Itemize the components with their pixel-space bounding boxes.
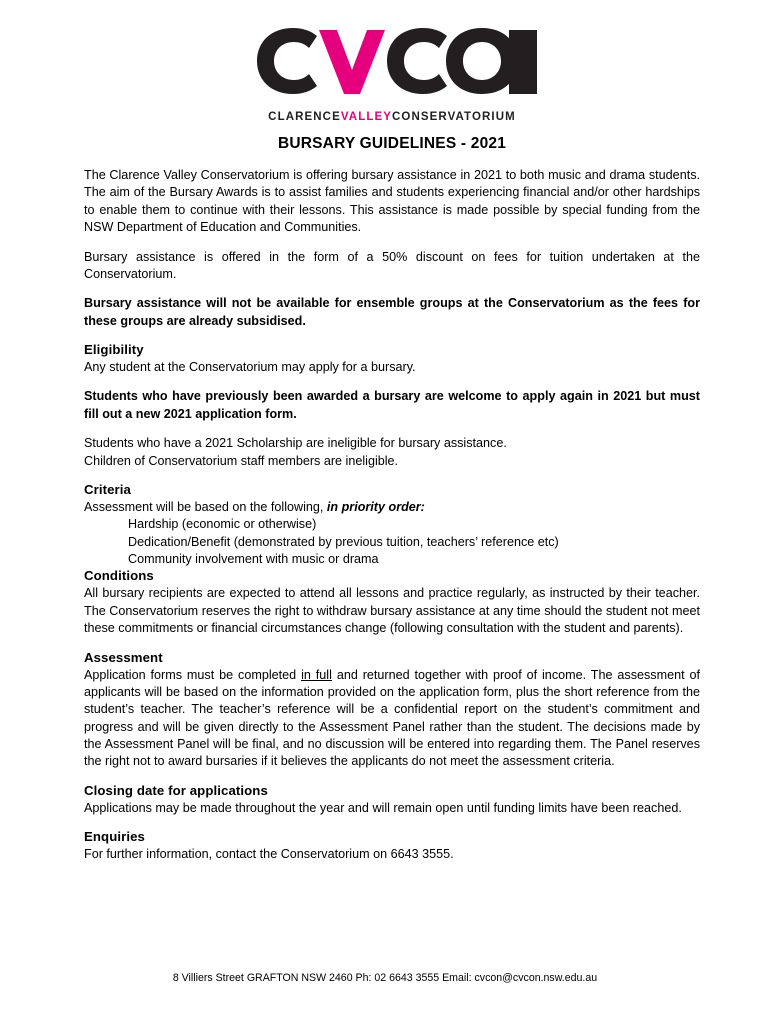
enquiries-body: For further information, contact the Conservatorium on 6643 3555. <box>84 847 454 862</box>
eligibility-line-1: Any student at the Conservatorium may apply for a bursary. <box>84 360 416 374</box>
organisation-logo <box>84 22 700 123</box>
closing-body: Applications may be made throughout the year and will remain open until funding limits have been reached. <box>84 800 682 815</box>
page-footer: 8 Villiers Street GRAFTON NSW 2460 Ph: 02 6643 3555 Email: cvcon@cvcon.nsw.edu.au <box>172 972 598 984</box>
criteria-list <box>128 516 700 568</box>
intro-paragraph-3: Bursary assistance will not be available for ensemble groups at the Conservatorium as the fees for these groups are already subsidised. <box>84 296 700 328</box>
cvcon-logo-icon <box>247 22 537 100</box>
heading-eligibility: Eligibility <box>84 342 144 357</box>
assessment-body-part1: Application forms must be completed <box>84 667 297 682</box>
page-title: BURSARY GUIDELINES - 2021 <box>277 135 507 152</box>
logo-subtitle <box>84 111 700 123</box>
heading-closing-date: Closing date for applications <box>84 782 268 798</box>
criteria-item: Community involvement with music or drama <box>128 552 379 566</box>
heading-enquiries: Enquiries <box>84 829 145 845</box>
heading-assessment: Assessment <box>84 649 163 665</box>
logo-subtitle-part3: CONSERVATORIUM <box>392 111 516 123</box>
eligibility-line-2: Students who have a 2021 Scholarship are ineligible for bursary assistance. <box>84 436 507 451</box>
logo-subtitle-part1: CLARENCE <box>268 111 341 123</box>
conditions-body: All bursary recipients are expected to attend all lessons and practice regularly, as instructed by their teacher. The Conservatorium reserves the right to withdraw bursary assistance at any time should the student not meet these commitments or financial circumstances change (following consultation with the student and parents). <box>84 586 700 636</box>
intro-paragraph-2: Bursary assistance is offered in the form of a 50% discount on fees for tuition undertaken at the Conservatorium. <box>84 249 700 281</box>
criteria-lead <box>84 499 700 516</box>
assessment-body-part2: and returned together with proof of income. The assessment of applicants will be based on the information provided on the application form, plus the short reference from the student’s teacher. The teacher’s reference will be a confidential report on the student’s commitment and progress and will be given directly to the Assessment Panel rather than the student. The decisions made by the Assessment Panel will be final, and no discussion will be entered into regarding them. The Panel reserves the right not to award bursaries if it believes the applicants do not meet the assessment criteria. <box>84 667 701 769</box>
heading-criteria: Criteria <box>84 481 131 497</box>
criteria-lead-italic: in priority order: <box>326 499 425 514</box>
assessment-body <box>84 667 700 771</box>
criteria-lead-plain: Assessment will be based on the following, <box>84 499 324 514</box>
assessment-body-underlined: in full <box>301 667 332 682</box>
eligibility-line-3: Children of Conservatorium staff members are ineligible. <box>84 453 399 468</box>
intro-paragraph-1: The Clarence Valley Conservatorium is offering bursary assistance in 2021 to both music and drama students. The aim of the Bursary Awards is to assist families and students experiencing financial and/or other hardships to enable them to continue with their lessons. This assistance is made possible by special funding from the NSW Department of Education and Communities. <box>84 168 700 235</box>
eligibility-bold-note: Students who have previously been awarded a bursary are welcome to apply again in 2021 but must fill out a new 2021 application form. <box>84 389 700 421</box>
logo-subtitle-part2: VALLEY <box>340 111 392 123</box>
criteria-item: Dedication/Benefit (demonstrated by previous tuition, teachers’ reference etc) <box>128 534 559 549</box>
logo-wordmark <box>247 22 537 104</box>
criteria-item: Hardship (economic or otherwise) <box>128 517 317 532</box>
heading-conditions: Conditions <box>84 568 154 584</box>
